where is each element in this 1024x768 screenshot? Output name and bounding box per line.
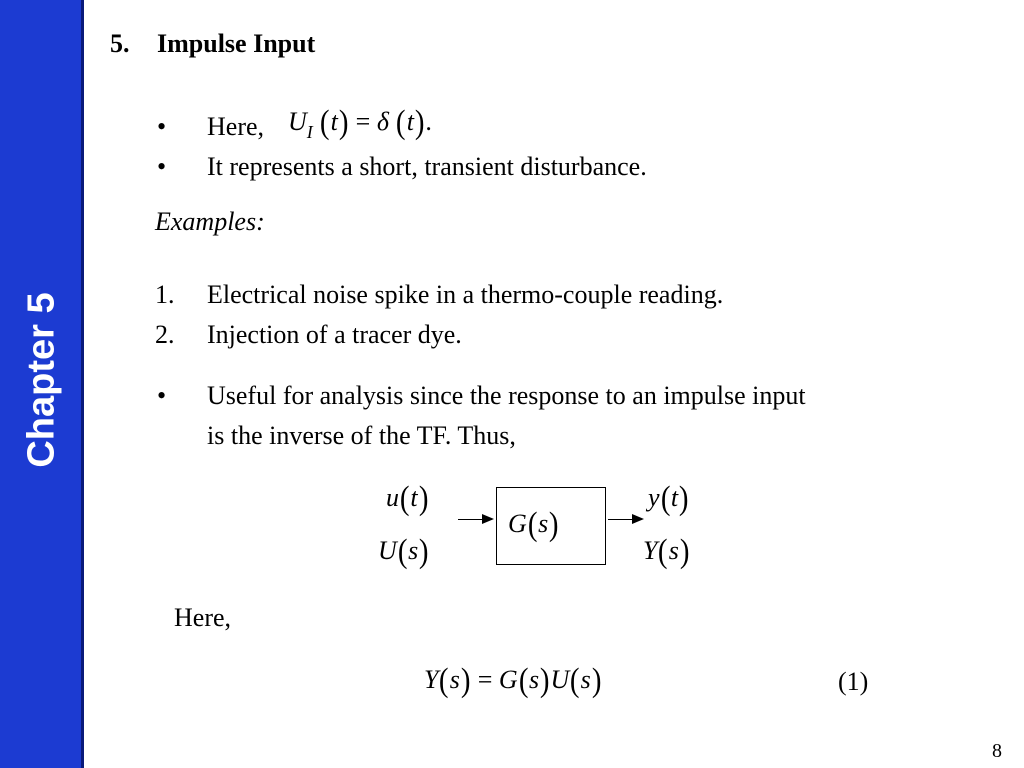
- bullet-here-text: Here,: [207, 112, 265, 141]
- useful-text-line2: is the inverse of the TF. Thus,: [207, 421, 516, 450]
- bullet-symbol: •: [157, 381, 167, 410]
- output-laplace-signal: Y(s): [643, 533, 690, 570]
- input-laplace-signal: U(s): [378, 533, 429, 570]
- useful-text-line1: Useful for analysis since the response to an impulse input: [207, 381, 806, 410]
- output-time-signal: y(t): [648, 480, 689, 517]
- chapter-label: Chapter 5: [20, 292, 63, 468]
- page-number: 8: [992, 740, 1002, 762]
- bullet-symbol: •: [157, 112, 167, 141]
- here-label: Here,: [174, 603, 232, 632]
- example-number: 1.: [155, 280, 175, 309]
- input-time-signal: u(t): [386, 480, 429, 517]
- example-number: 2.: [155, 320, 175, 349]
- output-arrow: [608, 519, 642, 520]
- section-number: 5.: [110, 29, 130, 58]
- chapter-sidebar: [0, 0, 84, 768]
- bullet-transient-text: It represents a short, transient disturbance.: [207, 152, 647, 181]
- section-title: Impulse Input: [157, 29, 316, 58]
- examples-label: Examples:: [155, 207, 265, 236]
- equation-number: (1): [838, 667, 869, 696]
- impulse-definition-equation: $U_I$ (t) = δ (t).: [288, 104, 432, 142]
- transfer-function-equation: Y(s) = G(s)U(s): [424, 662, 602, 699]
- transfer-function-label: G(s): [508, 506, 559, 543]
- input-arrow: [458, 519, 492, 520]
- bullet-symbol: •: [157, 152, 167, 181]
- example-text: Electrical noise spike in a thermo-couple reading.: [207, 280, 724, 309]
- example-text: Injection of a tracer dye.: [207, 320, 462, 349]
